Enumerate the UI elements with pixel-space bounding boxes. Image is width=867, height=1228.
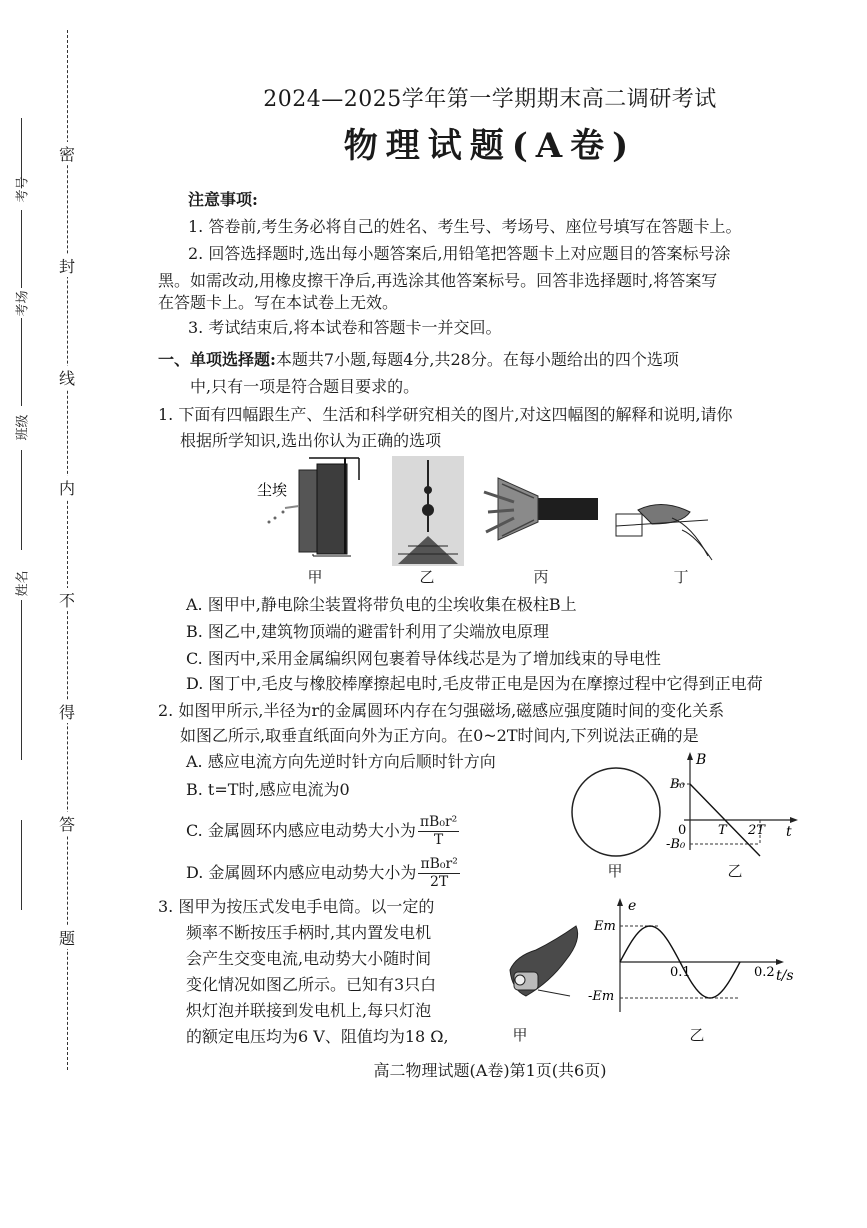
class-blank (21, 318, 23, 406)
binding-margin (0, 0, 95, 1080)
name-blank (21, 450, 23, 550)
notes-item-2a: 2. 回答选择题时,选出每小题答案后,用铅笔把答题卡上对应题目的答案标号涂 (188, 244, 731, 263)
section-heading (158, 346, 679, 373)
class-label: 班级 (15, 414, 31, 441)
metal-ring-figure (566, 764, 666, 860)
q2-option-c-text: C. 金属圆环内感应电动势大小为 (186, 821, 416, 840)
seal-char: 答 (56, 812, 78, 835)
origin-label: 0 (678, 823, 687, 838)
q2-stem-1: 2. 如图甲所示,半径为r的金属圆环内存在匀强磁场,磁感应强度随时间的变化关系 (158, 701, 725, 720)
precipitator-plate-right (317, 464, 347, 554)
q3-line-3: 会产生交变电流,电动势大小随时间 (186, 949, 432, 968)
y-axis-label: B (696, 752, 707, 768)
q2-option-c-fraction (418, 814, 459, 849)
q1-option-d: D. 图丁中,毛皮与橡胶棒摩擦起电时,毛皮带正电是因为在摩擦过程中它得到正电荷 (186, 674, 763, 693)
seal-char: 内 (56, 476, 78, 499)
side-blank-line (21, 600, 23, 760)
precipitator-figure (255, 450, 370, 565)
fur-rod-figure (612, 490, 720, 564)
metal-ring (572, 768, 660, 856)
q3-line-2: 频率不断按压手柄时,其内置发电机 (186, 923, 432, 942)
figure-caption: 乙 (727, 862, 743, 880)
q2-stem-2: 如图乙所示,取垂直纸面向外为正方向。在0~2T时间内,下列说法正确的是 (180, 726, 699, 745)
figure-caption: 乙 (689, 1026, 705, 1044)
q3-line-1: 3. 图甲为按压式发电手电筒。以一定的 (158, 897, 435, 916)
e-t-graph (590, 896, 810, 1016)
lightning-rod-figure (392, 456, 464, 566)
section-desc-2: 中,只有一项是符合题目要求的。 (190, 377, 420, 396)
section-label: 一、单项选择题: (158, 350, 276, 369)
dust-label: 尘埃 (257, 481, 288, 499)
exam-room-label: 考场 (15, 290, 31, 317)
tick-label-y-neg: -B₀ (666, 837, 686, 852)
q2-option-d (186, 856, 460, 891)
notes-title: 注意事项: (188, 190, 258, 209)
q1-option-a: A. 图甲中,静电除尘装置将带负电的尘埃收集在极柱B上 (186, 595, 577, 614)
q2-option-a: A. 感应电流方向先逆时针方向后顺时针方向 (186, 752, 496, 771)
page-footer: 高二物理试题(A卷)第1页(共6页) (373, 1061, 607, 1080)
notes-item-1: 1. 答卷前,考生务必将自己的姓名、考生号、考场号、座位号填写在答题卡上。 (188, 217, 742, 236)
q3-line-6: 的额定电压均为6 V、阻值均为18 Ω, (186, 1027, 449, 1046)
x-axis-label: t/s (776, 968, 794, 984)
seal-char: 密 (56, 142, 78, 165)
y-axis-label: e (628, 898, 637, 914)
figure-caption: 甲 (512, 1026, 528, 1044)
seal-char: 题 (56, 926, 78, 949)
seal-char: 封 (56, 254, 78, 277)
tick-label-x1: T (718, 823, 727, 838)
q2-option-d-text: D. 金属圆环内感应电动势大小为 (186, 863, 417, 882)
seal-dashed-line (67, 30, 68, 1070)
shielded-cable-figure (484, 472, 600, 552)
exam-title-line: 2024—2025学年第一学期期末高二调研考试 (263, 87, 717, 112)
q2-option-c (186, 814, 459, 849)
figure-caption: 丙 (533, 568, 549, 586)
figure-caption: 丁 (673, 568, 689, 586)
tick-label-x2: 2T (748, 823, 765, 838)
seal-char: 得 (56, 700, 78, 723)
fraction-numerator: πB₀r² (420, 856, 458, 872)
q3-line-4: 变化情况如图乙所示。已知有3只白 (186, 975, 437, 994)
q1-stem-2: 根据所学知识,选出你认为正确的选项 (180, 431, 442, 450)
seal-char: 不 (56, 588, 78, 611)
q1-stem-1: 1. 下面有四幅跟生产、生活和科学研究相关的图片,对这四幅图的解释和说明,请你 (158, 405, 733, 424)
side-blank-line (21, 820, 23, 910)
b-t-graph (666, 750, 800, 860)
seal-char: 线 (56, 366, 78, 389)
tick-label-y-pos: B₀ (670, 777, 685, 792)
fraction-numerator: πB₀r² (419, 814, 458, 830)
exam-title-main: 物理试题(A卷) (343, 126, 637, 166)
flashlight-figure (506, 920, 586, 1010)
notes-item-2b: 黑。如需改动,用橡皮擦干净后,再选涂其他答案标号。回答非选择题时,将答案写 (158, 271, 718, 290)
figure-caption: 甲 (607, 862, 623, 880)
q2-option-d-fraction (418, 856, 459, 891)
tick-label-x1: 0.1 (670, 965, 691, 980)
tick-label-y-neg: -Em (588, 989, 615, 1004)
fraction-denominator: 2T (430, 874, 449, 890)
x-axis-label: t (786, 824, 792, 840)
figure-caption: 甲 (307, 568, 323, 586)
tick-label-x2: 0.2 (754, 965, 775, 980)
fraction-denominator: T (433, 832, 444, 848)
notes-item-2c: 在答题卡上。写在本试卷上无效。 (158, 293, 399, 312)
figure-caption: 乙 (419, 568, 435, 586)
notes-item-3: 3. 考试结束后,将本试卷和答题卡一并交回。 (188, 318, 502, 337)
name-label: 姓名 (15, 570, 31, 597)
exam-number-label: 考号 (15, 176, 31, 203)
q1-option-b: B. 图乙中,建筑物顶端的避雷针利用了尖端放电原理 (186, 622, 550, 641)
q3-line-5: 炽灯泡并联接到发电机上,每只灯泡 (186, 1001, 432, 1020)
exam-room-blank (21, 210, 23, 288)
q1-option-c: C. 图丙中,采用金属编织网包裹着导体线芯是为了增加线束的导电性 (186, 649, 661, 668)
q2-option-b: B. t=T时,感应电流为0 (186, 780, 350, 799)
section-desc: 本题共7小题,每题4分,共28分。在每小题给出的四个选项 (275, 350, 679, 369)
tick-label-y-pos: Em (594, 919, 616, 934)
